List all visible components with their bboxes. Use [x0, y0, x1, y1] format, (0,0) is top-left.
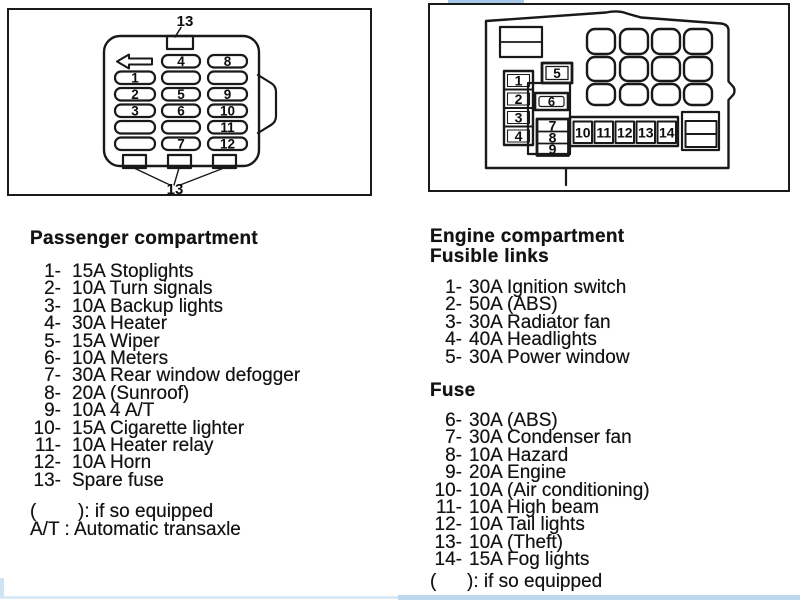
passenger-fusebox-diagram	[9, 10, 370, 194]
item-number: 3-	[445, 311, 462, 333]
item-number: 7-	[445, 427, 462, 449]
item-desc: 10A Heater relay	[72, 434, 214, 456]
svg-text:9: 9	[548, 141, 557, 157]
item-number: 6-	[44, 347, 61, 369]
footnote-paren: (	[430, 571, 437, 592]
item-desc: 15A Cigarette lighter	[72, 417, 245, 439]
item-desc: 15A Stoplights	[72, 261, 194, 282]
item-desc: 10A (Air conditioning)	[469, 479, 650, 501]
item-number: 4-	[445, 329, 462, 351]
item-number: 5-	[445, 346, 462, 368]
passenger-footnotes	[30, 503, 241, 539]
svg-text:5: 5	[177, 87, 185, 102]
item-number: 12-	[33, 452, 61, 474]
item-desc: 20A Engine	[469, 462, 567, 484]
item-number: 7-	[44, 365, 61, 387]
svg-text:11: 11	[220, 120, 235, 135]
list-item	[28, 469, 300, 491]
item-desc: 30A (ABS)	[469, 410, 558, 431]
svg-text:10: 10	[575, 124, 591, 141]
svg-text:12: 12	[219, 136, 236, 152]
passenger-diagram-panel	[7, 8, 372, 196]
bottom-spare-fuses	[123, 155, 236, 194]
list-item	[426, 329, 630, 351]
svg-text:13: 13	[638, 124, 654, 141]
item-desc: 30A Power window	[469, 346, 630, 368]
svg-text:3: 3	[514, 109, 523, 126]
spare-fuse-label: 13	[166, 181, 184, 194]
scan-artifact-left-edge	[0, 578, 4, 597]
engine-footnote-equipped	[430, 573, 602, 591]
spare-fuse-label: 13	[176, 13, 194, 30]
item-number: 10-	[434, 479, 462, 501]
item-desc: 10A Hazard	[469, 444, 569, 466]
svg-text:2: 2	[514, 91, 523, 107]
list-item	[28, 313, 300, 335]
item-number: 9-	[44, 400, 61, 422]
item-desc: 10A Backup lights	[72, 295, 224, 317]
svg-text:7: 7	[177, 136, 185, 152]
engine-heading	[430, 227, 624, 266]
item-number: 3-	[44, 295, 61, 317]
item-number: 11-	[34, 434, 61, 456]
item-desc: 10A 4 A/T	[72, 400, 155, 422]
item-number: 5-	[44, 330, 61, 352]
list-item	[426, 346, 630, 368]
orientation-arrow-icon	[117, 55, 152, 69]
item-desc: 15A Wiper	[72, 330, 160, 352]
spare-fuse-slot	[167, 36, 193, 49]
item-number: 1-	[44, 261, 61, 282]
relay-grid	[587, 29, 712, 105]
svg-text:8: 8	[223, 54, 232, 69]
relay-block-top-left	[500, 27, 542, 57]
footnote-text: ): if so equipped	[467, 571, 603, 592]
list-item	[28, 400, 300, 422]
item-number: 6-	[445, 410, 462, 431]
item-desc: 10A Meters	[72, 347, 169, 369]
engine-heading-line2: Fusible links	[430, 245, 549, 267]
list-item	[28, 382, 300, 404]
item-desc: 30A Condenser fan	[469, 427, 632, 449]
item-desc: 10A High beam	[469, 496, 599, 518]
footnote-text: A/T : Automatic transaxle	[30, 519, 241, 541]
svg-text:4: 4	[514, 128, 523, 144]
scan-artifact-bottom-right	[398, 595, 800, 600]
svg-text:1: 1	[514, 72, 523, 89]
item-number: 4-	[44, 313, 61, 335]
item-number: 8-	[44, 382, 61, 404]
list-item	[28, 452, 300, 474]
item-desc: 30A Radiator fan	[469, 311, 611, 333]
item-number: 10-	[33, 417, 61, 439]
svg-text:7: 7	[548, 117, 557, 134]
footnote-paren: (	[30, 501, 37, 522]
item-number: 8-	[445, 444, 462, 466]
svg-text:14: 14	[659, 124, 675, 141]
footnote-text: ): if so equipped	[78, 501, 214, 522]
item-desc: 15A Fog lights	[469, 549, 590, 571]
svg-text:9: 9	[223, 87, 232, 102]
item-number: 11-	[435, 496, 462, 518]
svg-text:2: 2	[131, 87, 139, 102]
fusible-links-list	[426, 279, 630, 366]
svg-text:3: 3	[131, 103, 139, 119]
engine-heading-line1: Engine compartment	[430, 226, 625, 247]
item-number: 12-	[434, 514, 462, 536]
svg-text:6: 6	[547, 94, 556, 109]
item-desc: 30A Ignition switch	[469, 277, 627, 298]
engine-fuse-list	[426, 412, 650, 569]
footnote-at	[30, 521, 241, 539]
item-number: 13-	[434, 531, 462, 553]
fuse-subheading: Fuse	[430, 380, 476, 401]
passenger-fuse-list	[28, 263, 300, 489]
item-desc: 10A Turn signals	[72, 278, 213, 300]
item-desc: 10A (Theft)	[469, 531, 563, 553]
item-number: 2-	[445, 294, 462, 316]
item-number: 2-	[44, 278, 61, 300]
list-item	[28, 434, 300, 456]
svg-text:1: 1	[131, 70, 139, 86]
engine-diagram-panel	[428, 3, 790, 192]
svg-text:10: 10	[219, 103, 236, 119]
item-number: 9-	[445, 462, 462, 484]
list-item	[426, 549, 650, 571]
item-desc: 50A (ABS)	[469, 294, 558, 316]
item-desc: 30A Rear window defogger	[72, 365, 301, 387]
item-desc: 10A Tail lights	[469, 514, 585, 536]
passenger-heading: Passenger compartment	[30, 228, 259, 249]
svg-text:4: 4	[177, 54, 185, 69]
fusebox-side-tab	[258, 75, 276, 133]
svg-text:5: 5	[553, 66, 561, 81]
svg-text:6: 6	[177, 103, 185, 119]
list-item	[426, 462, 650, 484]
item-desc: 20A (Sunroof)	[72, 382, 190, 404]
item-desc: 10A Horn	[72, 452, 152, 474]
fusible-link-5	[542, 63, 572, 83]
fuse-row-10-14	[570, 117, 678, 146]
center-fuse-block	[528, 83, 570, 157]
item-number: 13-	[33, 469, 61, 491]
engine-fusebox-diagram	[430, 5, 788, 190]
item-number: 1-	[445, 277, 462, 298]
item-desc: 40A Headlights	[469, 329, 597, 351]
relay-block-bottom-right	[682, 112, 719, 150]
svg-text:12: 12	[617, 124, 633, 141]
item-number: 14-	[434, 549, 462, 571]
svg-text:8: 8	[548, 129, 557, 146]
item-desc: 30A Heater	[72, 313, 168, 335]
svg-text:11: 11	[596, 124, 612, 141]
item-desc: Spare fuse	[72, 469, 164, 491]
fuse-grid	[115, 54, 247, 152]
